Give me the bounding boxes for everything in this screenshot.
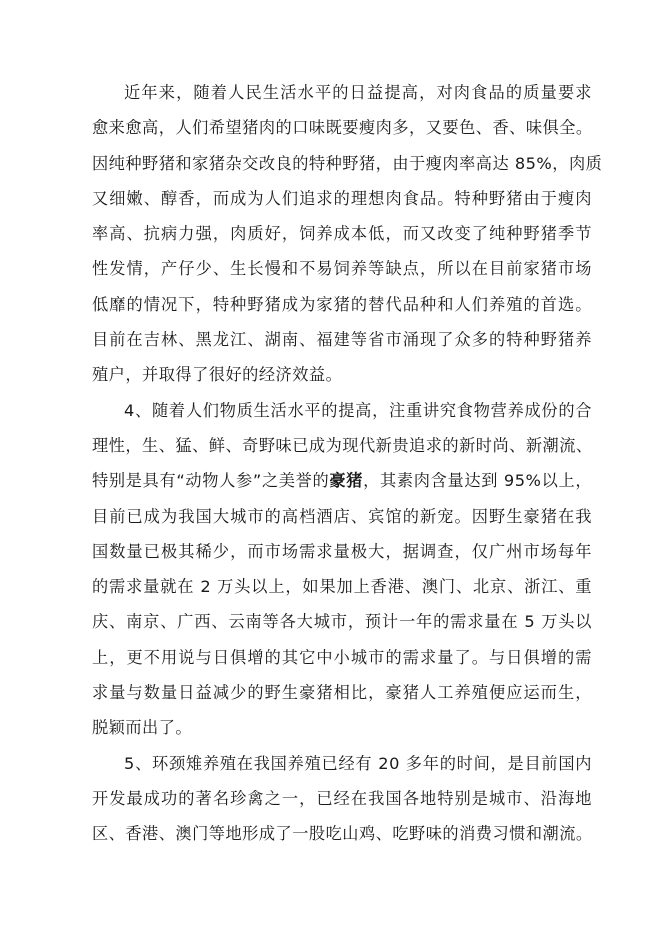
paragraph-1-line-2: 愈来愈高，人们希望猪肉的口味既要瘦肉多，又要色、香、味俱全。	[92, 118, 593, 138]
paragraph-2-line-4: 目前已成为我国大城市的高档酒店、宾馆的新宠。因野生豪猪在我	[92, 506, 592, 526]
paragraph-2-line-10: 脱颖而出了。	[92, 718, 193, 738]
paragraph-2-line-1: 4、随着人们物质生活水平的提高，注重讲究食物营养成份的合	[124, 400, 592, 420]
paragraph-3-line-3: 区、香港、澳门等地形成了一股吃山鸡、吃野味的消费习惯和潮流。	[92, 824, 593, 844]
paragraph-2-line-5: 国数量已极其稀少，而市场需求量极大，据调查，仅广州市场每年	[92, 541, 592, 561]
paragraph-1-line-1: 近年来，随着人民生活水平的日益提高，对肉食品的质量要求	[124, 83, 592, 102]
paragraph-2-line-3	[92, 463, 592, 498]
paragraph-3-line-1: 5、环颈雉养殖在我国养殖已经有 20 多年的时间，是目前国内	[124, 753, 592, 773]
document-body	[92, 75, 603, 852]
paragraph-1-line-4: 又细嫩、醇香，而成为人们追求的理想肉食品。特种野猪由于瘦肉	[92, 188, 592, 208]
emphasized-term: 豪猪	[329, 471, 364, 491]
paragraph-2-line-3-before: 特别是具有“动物人参”之美誉的	[92, 471, 330, 491]
paragraph-1-line-3: 因纯种野猪和家猪杂交改良的特种野猪，由于瘦肉率高达 85%，肉质	[92, 153, 603, 173]
paragraph-2-line-7: 庆、南京、广西、云南等各大城市，预计一年的需求量在 5 万头以	[92, 612, 592, 632]
paragraph-1-line-9: 殖户，并取得了很好的经济效益。	[92, 365, 343, 385]
paragraph-2-line-8: 上，更不用说与日俱增的其它中小城市的需求量了。与日俱增的需	[92, 647, 592, 667]
paragraph-1-line-6: 性发情，产仔少、生长慢和不易饲养等缺点，所以在目前家猪市场	[92, 259, 592, 279]
paragraph-1-line-5: 率高、抗病力强，肉质好，饲养成本低，而又改变了纯种野猪季节	[92, 224, 592, 244]
paragraph-1-line-7: 低靡的情况下，特种野猪成为家猪的替代品种和人们养殖的首选。	[92, 294, 592, 314]
paragraph-2-line-9: 求量与数量日益减少的野生豪猪相比，豪猪人工养殖便应运而生，	[92, 683, 592, 703]
paragraph-2-line-3-after: ，其素肉含量达到 95%以上，	[363, 471, 593, 491]
paragraph-2-line-6: 的需求量就在 2 万头以上，如果加上香港、澳门、北京、浙江、重	[92, 577, 592, 597]
paragraph-1-line-8: 目前在吉林、黑龙江、湖南、福建等省市涌现了众多的特种野猪养	[92, 330, 592, 350]
paragraph-3-line-2: 开发最成功的著名珍禽之一，已经在我国各地特别是城市、沿海地	[92, 788, 592, 808]
paragraph-2-line-2: 理性，生、猛、鲜、奇野味已成为现代新贵追求的新时尚、新潮流、	[92, 435, 593, 455]
